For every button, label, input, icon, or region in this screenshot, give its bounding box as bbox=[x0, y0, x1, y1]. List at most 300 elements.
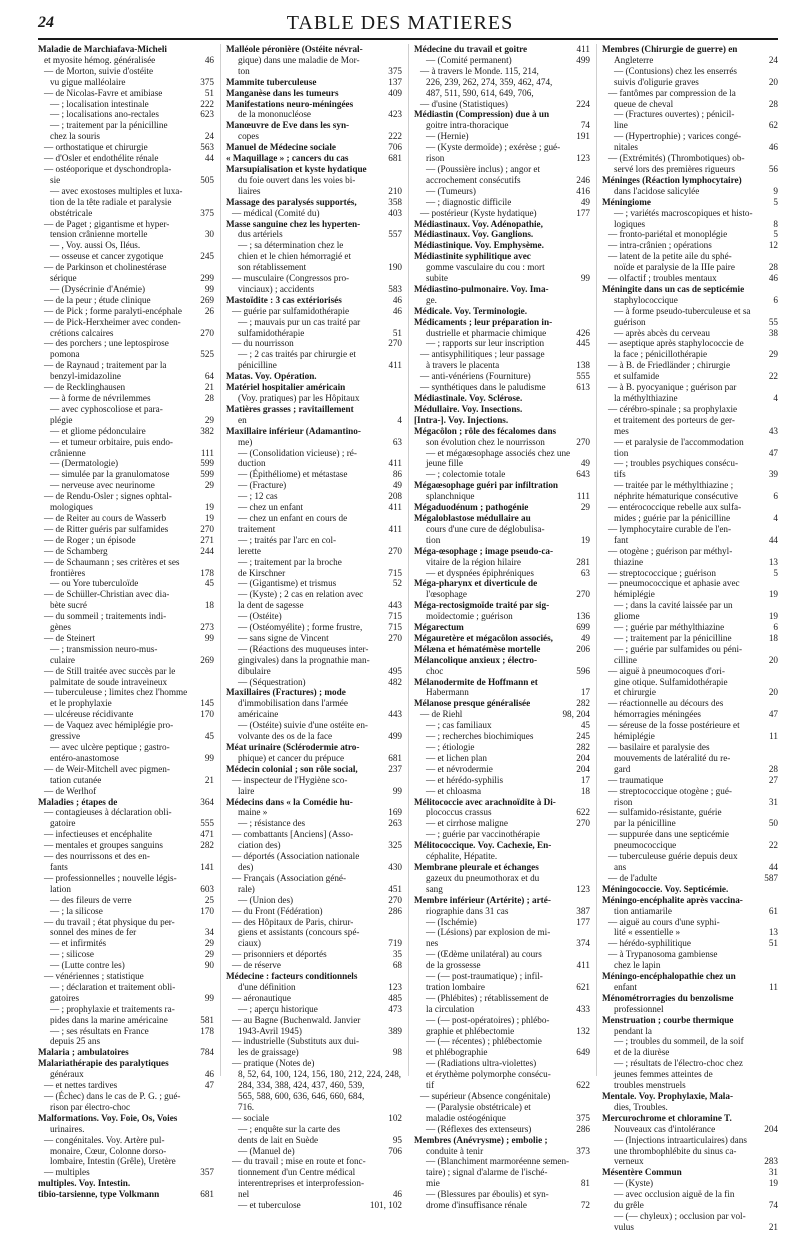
index-entry bbox=[414, 513, 590, 524]
index-entry-text: palmitate de soude intraveineux bbox=[50, 676, 168, 687]
index-entry-text: Méga-pharynx et diverticule de bbox=[414, 578, 538, 589]
index-entry bbox=[226, 982, 402, 993]
index-entry-page: 47 bbox=[768, 447, 778, 458]
index-entry bbox=[38, 371, 214, 382]
index-entry-text: Mégacôlon ; rôle des fécalomes dans bbox=[414, 425, 557, 436]
index-entry-text: — de réserve bbox=[232, 960, 281, 971]
index-entry-page: 170 bbox=[200, 905, 214, 916]
index-entry-text: Habermann bbox=[426, 687, 469, 698]
index-entry-text: tation cutanée bbox=[50, 774, 102, 785]
index-entry bbox=[38, 851, 214, 862]
index-entry-text: — et névrodermie bbox=[426, 763, 493, 774]
index-entry bbox=[414, 44, 590, 55]
index-entry-text: culaire bbox=[50, 654, 75, 665]
index-entry bbox=[226, 55, 402, 66]
index-entry bbox=[38, 448, 214, 459]
index-entry-text: — (Fracture) bbox=[238, 480, 287, 491]
index-entry-text: des) bbox=[238, 861, 254, 872]
index-entry-text: — (Œdème unilatéral) au cours bbox=[426, 949, 542, 960]
index-entry bbox=[414, 262, 590, 273]
index-entry-text: tif bbox=[426, 1080, 435, 1091]
index-entry-page: 29 bbox=[204, 414, 214, 425]
index-entry-text: — avec ulcère peptique ; gastro- bbox=[50, 742, 170, 752]
index-entry bbox=[226, 328, 402, 339]
index-entry-text: Maxillaire inférieur (Adamantino- bbox=[226, 425, 361, 436]
index-entry bbox=[226, 1004, 402, 1015]
index-entry-page: 31 bbox=[768, 796, 778, 807]
index-entry-page: 222 bbox=[388, 131, 402, 142]
index-column-3 bbox=[408, 44, 590, 1211]
index-entry-text: — pneumococcique et aphasie avec bbox=[608, 578, 740, 589]
index-entry bbox=[226, 578, 402, 589]
index-entry-page: 706 bbox=[388, 1145, 402, 1156]
index-entry-text: — tuberculeuse guérie depuis deux bbox=[608, 851, 738, 862]
index-entry-text: — de Pick-Herxheimer avec conden- bbox=[44, 316, 181, 327]
index-entry bbox=[602, 829, 778, 840]
index-entry-page: 204 bbox=[764, 1123, 778, 1134]
index-entry-text: mouvements de latéralité du re- bbox=[614, 752, 731, 763]
index-entry-text: — et paralysie de l'accommodation bbox=[614, 436, 744, 447]
index-entry-text: Médiastino-pulmonaire. Voy. Ima- bbox=[414, 283, 549, 294]
index-entry-page: 603 bbox=[200, 883, 214, 894]
index-entry-text: — aiguë au cours d'une syphi- bbox=[608, 916, 720, 927]
index-entry-text: — olfactif ; troubles mentaux bbox=[608, 273, 717, 284]
index-entry bbox=[414, 720, 590, 731]
index-entry bbox=[226, 251, 402, 262]
index-entry bbox=[414, 557, 590, 568]
index-entry-text: par la pénicilline bbox=[614, 818, 676, 829]
index-entry-text: rison bbox=[426, 153, 445, 164]
index-entry bbox=[602, 1156, 778, 1167]
index-entry-text: Méningo-encéphalite après vaccina- bbox=[602, 894, 743, 905]
index-entry-text: taire) ; signal d'alarme de l'isché- bbox=[426, 1167, 548, 1178]
index-entry-page: 22 bbox=[768, 371, 778, 382]
index-entry bbox=[226, 1069, 402, 1080]
index-entry-text: — médical (Comité du) bbox=[232, 207, 320, 218]
index-entry bbox=[414, 480, 590, 491]
index-entry-page: 26 bbox=[204, 305, 214, 316]
index-entry bbox=[602, 1124, 778, 1135]
index-entry-page: 5 bbox=[773, 229, 778, 240]
index-entry-text: — (— récentes) ; phlébectomie bbox=[426, 1036, 542, 1047]
index-entry-text: — ulcéreuse récidivante bbox=[44, 709, 134, 720]
index-entry bbox=[602, 709, 778, 720]
index-entry bbox=[414, 993, 590, 1004]
index-entry-page: 715 bbox=[388, 622, 402, 633]
index-entry bbox=[226, 873, 402, 884]
index-entry bbox=[414, 917, 590, 928]
index-entry-page: 190 bbox=[388, 262, 402, 273]
index-entry bbox=[38, 949, 214, 960]
index-entry bbox=[602, 469, 778, 480]
index-entry bbox=[38, 546, 214, 557]
index-entry-text: Mentale. Voy. Prophylaxie, Mala- bbox=[602, 1091, 734, 1101]
index-entry-text: Mercurochrome et chloramine T. bbox=[602, 1112, 732, 1123]
index-entry bbox=[226, 1015, 402, 1026]
index-entry-text: — ; la silicose bbox=[50, 905, 103, 916]
index-entry bbox=[602, 317, 778, 328]
index-entry bbox=[414, 393, 590, 404]
index-entry-text: — (Contusions) chez les enserrés bbox=[614, 65, 737, 76]
index-entry bbox=[38, 1113, 214, 1124]
index-entry-text: [Intra-]. Voy. Injections. bbox=[414, 414, 509, 425]
index-entry-text: 226, 239, 262, 274, 359, 462, 474, bbox=[426, 76, 553, 87]
index-entry-page: 102 bbox=[388, 1112, 402, 1123]
index-entry-page: 24 bbox=[204, 131, 214, 142]
index-entry bbox=[38, 818, 214, 829]
index-entry-text: de Kirschner bbox=[238, 567, 286, 578]
index-entry-page: 6 bbox=[773, 294, 778, 305]
index-entry-page: 34 bbox=[204, 927, 214, 938]
index-entry bbox=[602, 578, 778, 589]
index-entry-page: 273 bbox=[200, 622, 214, 633]
index-entry-text: 1943-Avril 1945) bbox=[238, 1025, 302, 1036]
index-entry bbox=[414, 349, 590, 360]
index-entry bbox=[602, 513, 778, 524]
index-entry-text: — et tumeur orbitaire, puis endo- bbox=[50, 436, 173, 447]
index-entry bbox=[38, 120, 214, 131]
index-entry-page: 170 bbox=[200, 709, 214, 720]
index-entry-text: servé lors des premières rigueurs bbox=[614, 163, 735, 174]
index-entry-text: (Voy. pratiques) par les Hôpitaux bbox=[238, 393, 360, 403]
index-entry-text: lation bbox=[50, 883, 71, 894]
index-entry-text: queue de cheval bbox=[614, 98, 674, 109]
index-entry-text: Méga-rectosigmoïde traité par sig- bbox=[414, 600, 550, 611]
index-entry bbox=[414, 175, 590, 186]
index-entry-page: 13 bbox=[768, 927, 778, 938]
index-entry bbox=[226, 906, 402, 917]
index-entry bbox=[38, 109, 214, 120]
index-entry-text: — de Schamberg bbox=[44, 545, 108, 556]
index-entry-text: — latent de la petite aile du sphé- bbox=[608, 251, 732, 262]
index-entry-text: — postérieur (Kyste hydatique) bbox=[420, 207, 537, 218]
index-entry-page: 98 bbox=[392, 1047, 402, 1058]
index-entry-page: 426 bbox=[576, 327, 590, 338]
index-entry-text: mologiques bbox=[50, 502, 93, 513]
index-entry-text: chien et le chien hémorragié et bbox=[238, 251, 351, 262]
index-entry-page: 17 bbox=[580, 687, 590, 698]
index-entry-page: 271 bbox=[200, 534, 214, 545]
index-entry bbox=[414, 295, 590, 306]
index-entry-text: — et chloasma bbox=[426, 785, 482, 796]
index-entry-page: 409 bbox=[388, 87, 402, 98]
index-entry-text: — (Poussière inclus) ; angor et bbox=[426, 163, 541, 174]
index-entry bbox=[414, 1189, 590, 1200]
index-entry bbox=[602, 1200, 778, 1211]
index-entry-page: 499 bbox=[388, 731, 402, 742]
index-entry-text: — (Fractures ouvertes) ; pénicil- bbox=[614, 109, 735, 120]
index-entry-text: — tuberculeuse ; limites chez l'homme bbox=[44, 687, 188, 698]
index-entry bbox=[414, 208, 590, 219]
index-entry-text: Médiastinique. Voy. Emphysème. bbox=[414, 240, 544, 251]
index-entry-page: 12 bbox=[768, 240, 778, 251]
index-entry-page: 499 bbox=[576, 54, 590, 65]
index-entry bbox=[38, 404, 214, 415]
index-entry-text: tion antiamarile bbox=[614, 905, 672, 916]
index-entry bbox=[602, 186, 778, 197]
index-entry-text: monaire, Cœur, Colonne dorso- bbox=[50, 1145, 167, 1156]
index-entry-text: Malaria ; ambulatoires bbox=[38, 1047, 129, 1058]
index-entry-text: — (— post-opératoires) ; phlébo- bbox=[426, 1014, 550, 1025]
index-entry-page: 177 bbox=[576, 207, 590, 218]
index-entry-page: 28 bbox=[768, 98, 778, 109]
index-entry-text: — ; rapports sur leur inscription bbox=[426, 338, 545, 349]
index-entry-text: Médiastin (Compression) due à un bbox=[414, 109, 550, 120]
index-entry-text: — d'Osler et endothélite rénale bbox=[44, 153, 159, 164]
index-entry bbox=[602, 938, 778, 949]
index-entry-page: 123 bbox=[576, 153, 590, 164]
index-entry bbox=[38, 208, 214, 219]
index-entry-page: 8 bbox=[773, 218, 778, 229]
index-entry bbox=[602, 1015, 778, 1026]
index-entry bbox=[414, 1146, 590, 1157]
index-entry-text: Mélanose presque généralisée bbox=[414, 698, 531, 709]
index-entry-text: hémiplégie bbox=[614, 731, 655, 742]
index-entry-text: — (Ostéite) suivie d'une ostéite en- bbox=[238, 720, 368, 731]
index-entry bbox=[602, 502, 778, 513]
index-entry bbox=[226, 938, 402, 949]
index-entry-text: Manganèse dans les tumeurs bbox=[226, 87, 339, 98]
index-entry bbox=[414, 360, 590, 371]
index-entry-text: — (Épithéliome) et métastase bbox=[238, 469, 348, 480]
index-entry-page: 46 bbox=[768, 273, 778, 284]
index-entry bbox=[226, 622, 402, 633]
index-entry bbox=[414, 807, 590, 818]
index-entry bbox=[602, 895, 778, 906]
index-entry-page: 389 bbox=[388, 1025, 402, 1036]
index-entry-text: — ; troubles du sommeil, de la soif bbox=[614, 1036, 744, 1047]
index-entry-page: 374 bbox=[576, 938, 590, 949]
index-entry-text: Membre inférieur (Artérite) ; arté- bbox=[414, 894, 551, 905]
index-entry-text: — ; prophylaxie et traitements ra- bbox=[50, 1003, 175, 1014]
index-entry-text: et sulfamide bbox=[614, 371, 660, 382]
index-entry bbox=[38, 480, 214, 491]
index-entry bbox=[226, 720, 402, 731]
index-entry-text: Méningiome bbox=[602, 196, 651, 207]
index-entry bbox=[38, 1135, 214, 1146]
index-entry-text: — (Phlébites) ; rétablissement de bbox=[426, 992, 549, 1003]
index-entry bbox=[602, 153, 778, 164]
index-entry-text: Mégaloblastose médullaire au bbox=[414, 512, 531, 523]
index-entry-text: — et dyspnées épiphréniques bbox=[426, 567, 534, 578]
index-entry-page: 28 bbox=[204, 393, 214, 403]
index-entry-text: 8, 52, 64, 100, 124, 156, 180, 212, 224, 248, bbox=[238, 1069, 402, 1080]
index-entry-text: — de Roger ; un épisode bbox=[44, 534, 136, 545]
index-entry bbox=[38, 753, 214, 764]
index-entry bbox=[226, 448, 402, 459]
index-entry-text: plococcus crassus bbox=[426, 807, 492, 818]
index-entry-page: 123 bbox=[388, 981, 402, 992]
index-entry-text: — des Hôpitaux de Paris, chirur- bbox=[232, 916, 354, 927]
index-entry bbox=[226, 611, 402, 622]
index-entry-page: 51 bbox=[392, 327, 402, 338]
index-entry-page: 623 bbox=[200, 109, 214, 120]
index-entry-text: — du travail ; mise en route et fonc- bbox=[232, 1156, 366, 1167]
index-entry-text: accrochement consécutifs bbox=[426, 174, 521, 185]
index-entry-page: 430 bbox=[388, 861, 402, 872]
index-entry-text: Médecin colonial ; son rôle social, bbox=[226, 763, 358, 774]
index-entry bbox=[226, 1058, 402, 1069]
index-entry-text: bète sucré bbox=[50, 600, 87, 611]
index-entry-text: du foie ouvert dans les voies bi- bbox=[238, 174, 356, 185]
index-entry-text: — de Ritter guéris par sulfamides bbox=[44, 523, 169, 534]
index-entry-text: gliome bbox=[614, 611, 640, 622]
index-entry bbox=[226, 99, 402, 110]
index-entry bbox=[38, 273, 214, 284]
index-entry-page: 204 bbox=[576, 752, 590, 763]
index-entry-page: 596 bbox=[576, 665, 590, 676]
index-entry-text: — avec occlusion aiguë de la fin bbox=[614, 1189, 735, 1200]
index-entry bbox=[414, 971, 590, 982]
index-entry-text: ciation des) bbox=[238, 840, 281, 851]
index-entry-page: 46 bbox=[204, 1069, 214, 1080]
index-entry-page: 375 bbox=[200, 207, 214, 218]
index-entry-text: — de Pick ; forme paralyti-encéphale bbox=[44, 305, 183, 316]
index-entry bbox=[226, 666, 402, 677]
index-entry bbox=[226, 1156, 402, 1167]
index-entry-page: 61 bbox=[768, 905, 778, 916]
index-entry-text: Malformations. Voy. Foie, Os, Voies bbox=[38, 1112, 178, 1123]
index-entry bbox=[602, 109, 778, 120]
index-entry-text: — à Trypanosoma gambiense bbox=[608, 949, 718, 960]
index-entry-text: copes bbox=[238, 131, 259, 142]
index-entry-page: 525 bbox=[200, 349, 214, 360]
index-column-2 bbox=[220, 44, 402, 1211]
index-entry-text: — avec exostoses multiples et luxa- bbox=[50, 185, 183, 196]
index-entry-text: staphylococcique bbox=[614, 294, 678, 305]
index-entry-page: 375 bbox=[388, 65, 402, 76]
index-entry-page: 283 bbox=[764, 1156, 778, 1167]
index-entry-text: — , Voy. aussi Os, Iléus. bbox=[50, 240, 141, 251]
index-column-1 bbox=[38, 44, 214, 1200]
index-entry-page: 21 bbox=[768, 1221, 778, 1232]
index-entry bbox=[414, 77, 590, 88]
index-entry-page: 25 bbox=[204, 894, 214, 905]
index-entry bbox=[414, 306, 590, 317]
index-entry-text: Mammite tuberculeuse bbox=[226, 76, 317, 87]
index-entry bbox=[226, 480, 402, 491]
index-entry-text: — supérieur (Absence congénitale) bbox=[420, 1091, 551, 1101]
index-entry-text: la dent de sagesse bbox=[238, 600, 304, 611]
index-entry-text: Massage des paralysés supportés, bbox=[226, 196, 357, 207]
index-entry bbox=[226, 698, 402, 709]
index-entry bbox=[414, 66, 590, 77]
index-entry bbox=[602, 589, 778, 600]
index-entry-text: tion bbox=[614, 447, 629, 458]
index-entry-text: — (Tumeurs) bbox=[426, 185, 476, 196]
index-entry-text: — ; enquête sur la carte des bbox=[238, 1123, 341, 1134]
index-entry bbox=[38, 622, 214, 633]
index-entry bbox=[602, 927, 778, 938]
index-entry bbox=[226, 840, 402, 851]
index-entry bbox=[602, 818, 778, 829]
index-entry bbox=[38, 251, 214, 262]
index-entry-page: 204 bbox=[576, 763, 590, 774]
index-entry-text: — professionnelles ; nouvelle légis- bbox=[44, 872, 177, 883]
index-entry bbox=[602, 77, 778, 88]
index-entry bbox=[602, 1080, 778, 1091]
index-entry bbox=[602, 1189, 778, 1200]
index-entry bbox=[414, 1015, 590, 1026]
index-entry bbox=[38, 349, 214, 360]
index-entry-text: et érythème polymorphe consécu- bbox=[426, 1069, 551, 1080]
index-entry bbox=[414, 666, 590, 677]
index-entry-text: — à B. pyocyanique ; guérison par bbox=[608, 382, 737, 393]
index-entry bbox=[226, 917, 402, 928]
index-entry-text: — (Kyste dermoïde) ; exérèse ; gué- bbox=[426, 142, 561, 153]
index-entry bbox=[226, 677, 402, 688]
index-entry-text: — ; transmission neuro-mus- bbox=[50, 643, 158, 654]
index-entry-page: 358 bbox=[388, 196, 402, 207]
index-entry bbox=[38, 1146, 214, 1157]
index-entry-page: 45 bbox=[204, 578, 214, 589]
index-entry bbox=[414, 797, 590, 808]
index-entry-page: 4 bbox=[397, 414, 402, 425]
index-entry-text: — synthétiques dans le paludisme bbox=[420, 382, 546, 393]
index-entry bbox=[414, 578, 590, 589]
index-entry bbox=[226, 360, 402, 371]
index-entry-page: 5 bbox=[773, 567, 778, 578]
index-entry bbox=[226, 306, 402, 317]
index-entry-text: Nouveaux cas d'intolérance bbox=[614, 1123, 716, 1134]
index-entry bbox=[38, 328, 214, 339]
index-entry-page: 443 bbox=[388, 709, 402, 720]
index-entry bbox=[414, 600, 590, 611]
index-entry bbox=[226, 862, 402, 873]
index-entry-page: 282 bbox=[200, 840, 214, 851]
index-entry-page: 433 bbox=[576, 1003, 590, 1014]
index-entry bbox=[38, 360, 214, 371]
index-entry bbox=[414, 229, 590, 240]
index-entry-text: — lymphocytaire curable de l'en- bbox=[608, 523, 732, 534]
index-entry-text: — (Hypertrophie) ; varices congé- bbox=[614, 131, 742, 142]
index-entry bbox=[226, 349, 402, 360]
index-entry-text: enfant bbox=[614, 981, 637, 992]
index-entry bbox=[414, 328, 590, 339]
index-entry bbox=[414, 927, 590, 938]
index-entry bbox=[414, 1113, 590, 1124]
index-entry bbox=[226, 971, 402, 982]
index-entry-text: Membres (Chirurgie de guerre) en bbox=[602, 44, 738, 54]
index-entry bbox=[414, 786, 590, 797]
index-entry bbox=[414, 1178, 590, 1189]
index-entry-text: Mégaœsophage guéri par infiltration bbox=[414, 480, 559, 491]
index-entry bbox=[414, 382, 590, 393]
index-entry-text: — musculaire (Congressos pro- bbox=[232, 273, 350, 284]
index-entry bbox=[602, 1069, 778, 1080]
index-entry-page: 715 bbox=[388, 611, 402, 622]
index-entry bbox=[38, 568, 214, 579]
index-entry bbox=[602, 491, 778, 502]
index-entry-text: line bbox=[614, 120, 628, 131]
index-entry bbox=[602, 1222, 778, 1233]
index-entry bbox=[38, 633, 214, 644]
index-entry-text: — aéronautique bbox=[232, 992, 291, 1003]
index-entry-page: 208 bbox=[388, 491, 402, 502]
index-entry bbox=[602, 208, 778, 219]
index-entry bbox=[38, 1080, 214, 1091]
index-entry-page: 403 bbox=[388, 207, 402, 218]
index-entry-page: 246 bbox=[576, 174, 590, 185]
index-entry-text: — de Weir-Mitchell avec pigmen- bbox=[44, 763, 170, 774]
index-entry-text: — fantômes par compression de la bbox=[608, 87, 736, 98]
index-entry bbox=[226, 807, 402, 818]
index-entry-text: — ; traitement par la pénicilline bbox=[50, 120, 168, 131]
index-entry-text: — ; variétés macroscopiques et histo- bbox=[614, 207, 753, 218]
index-entry bbox=[226, 88, 402, 99]
index-entry bbox=[414, 938, 590, 949]
index-entry bbox=[414, 611, 590, 622]
